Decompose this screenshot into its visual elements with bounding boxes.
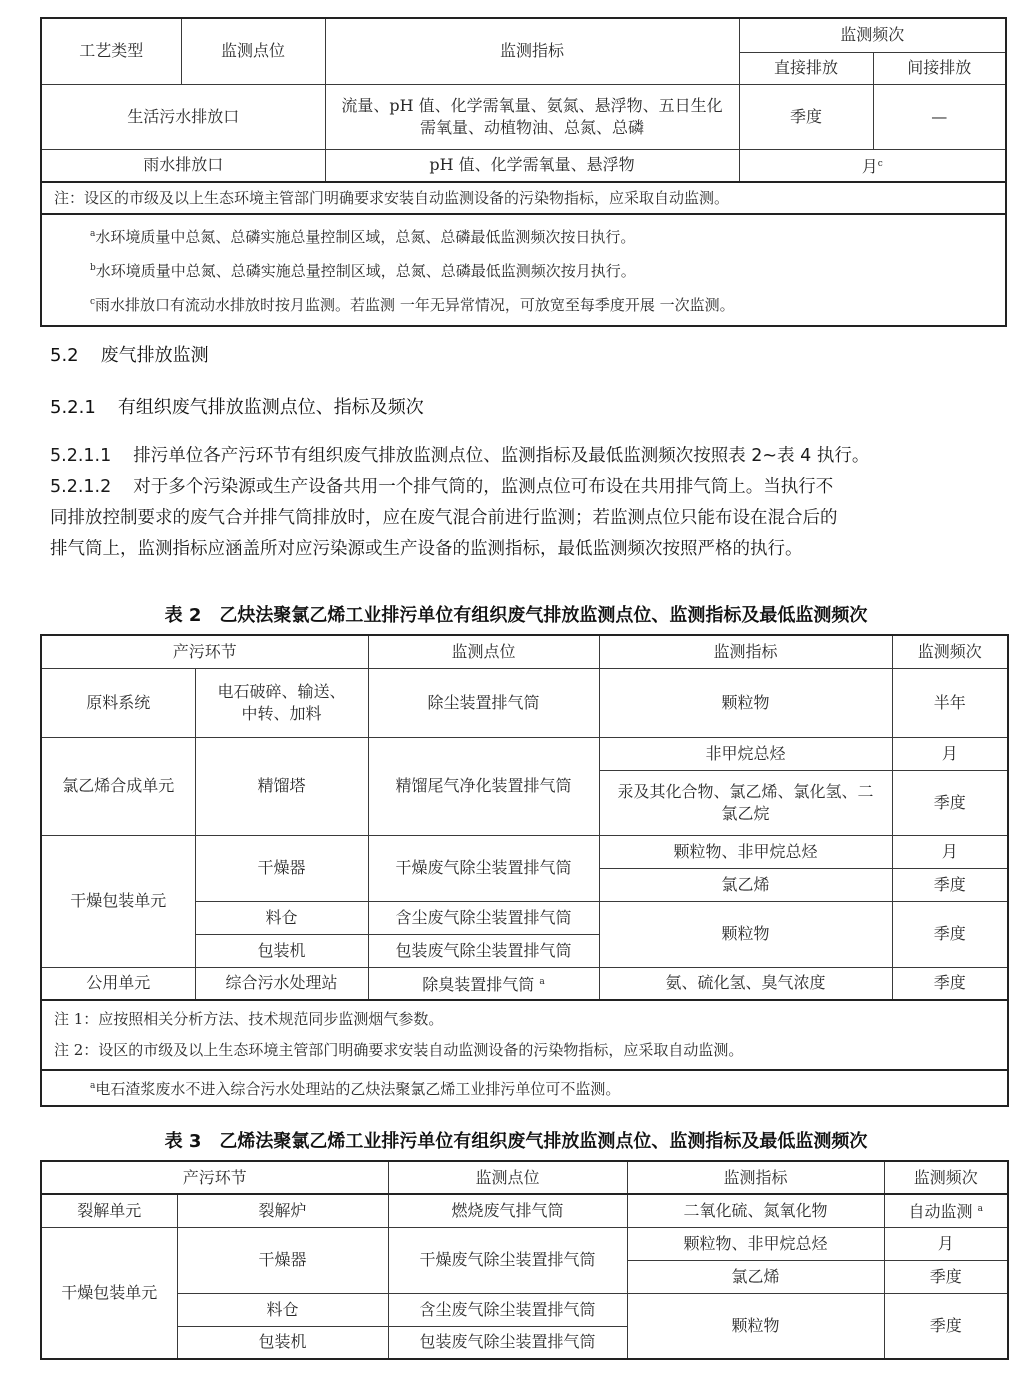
table-2-caption: 表 2 乙炔法聚氯乙烯工业排污单位有组织废气排放监测点位、监测指标及最低监测频次 [164,605,868,626]
header-point: 监测点位 [368,635,599,668]
header-frequency: 监测频次 [884,1161,1008,1194]
table-2 [40,634,1009,1107]
cell-step: 包装机 [195,934,368,967]
cell-step: 料仓 [195,901,368,934]
cell-indicator: 氯乙烯 [599,868,892,901]
cell-frequency: 半年 [892,668,1008,737]
cell-point: 包装废气除尘装置排气筒 [388,1326,627,1359]
table-row [41,668,1008,737]
cell-point: 精馏尾气净化装置排气筒 [368,737,599,835]
cell-point: 燃烧废气排气筒 [388,1194,627,1227]
header-indicator: 监测指标 [599,635,892,668]
cell-step: 裂解炉 [177,1194,388,1227]
header-source: 产污环节 [41,1161,388,1194]
cell-frequency: 季度 [884,1260,1008,1293]
header-direct: 直接排放 [739,52,873,84]
table-row [41,149,1006,182]
cell-unit: 原料系统 [41,668,195,737]
table-row [41,1194,1008,1227]
table-row [41,1227,1008,1260]
cell-point: 含尘废气除尘装置排气筒 [388,1293,627,1326]
cell-frequency: 季度 [884,1293,1008,1359]
cell-step: 料仓 [177,1293,388,1326]
cell-indicator: 颗粒物 [599,901,892,967]
cell-indicator: 流量、pH 值、化学需氧量、氨氮、悬浮物、五日生化需氧量、动植物油、总氮、总磷 [325,84,739,149]
table-3 [40,1160,1009,1360]
header-process-type: 工艺类型 [41,18,181,84]
table-notes [41,1000,1008,1070]
cell-indicator: pH 值、化学需氧量、悬浮物 [325,149,739,182]
cell-frequency: 季度 [892,868,1008,901]
footnote-c: $^c$雨水排放口有流动水排放时按月监测。若监测 一年无异常情况，可放宽至每季度开展 一次监测。 [90,296,735,314]
header-source: 产污环节 [41,635,368,668]
header-indirect: 间接排放 [873,52,1006,84]
section-heading-5-2: 5.2 废气排放监测 [50,345,209,366]
header-indicator: 监测指标 [627,1161,884,1194]
cell-point: 生活污水排放口 [41,84,325,149]
table-footnotes [41,214,1006,326]
header-frequency: 监测频次 [739,18,1006,52]
cell-indicator: 颗粒物 [627,1293,884,1359]
cell-indicator: 颗粒物、非甲烷总烃 [627,1227,884,1260]
paragraph-5-2-1-2: 5.2.1.2 对于多个污染源或生产设备共用一个排气筒的，监测点位可布设在共用排气筒上。当执行不 同排放控制要求的废气合并排气筒排放时，应在废气混合前进行监测；若监测点位只能布设在混合后的 排气筒上，监测指标应涵盖所对应污染源或生产设备的监测指标，最低监测频次按照严格的执行。 [50,477,838,559]
note-1: 注 1：应按照相关分析方法、技术规范同步监测烟气参数。 [54,1010,444,1028]
cell-frequency: 月$^c$ [739,149,1006,182]
cell-frequency: 季度 [892,967,1008,1000]
table-note: 注：设区的市级及以上生态环境主管部门明确要求安装自动监测设备的污染物指标，应采取自动监测。 [41,182,1006,214]
header-indicator: 监测指标 [325,18,739,84]
cell-step: 综合污水处理站 [195,967,368,1000]
cell-unit: 公用单元 [41,967,195,1000]
cell-frequency: 月 [892,835,1008,868]
table-row [41,737,1008,770]
cell-point: 包装废气除尘装置排气筒 [368,934,599,967]
header-monitor-point: 监测点位 [181,18,325,84]
cell-direct: 季度 [739,84,873,149]
header-point: 监测点位 [388,1161,627,1194]
cell-indirect: — [873,84,1006,149]
table-row [41,967,1008,1000]
table-row [41,84,1006,149]
cell-frequency: 季度 [892,901,1008,967]
cell-unit: 氯乙烯合成单元 [41,737,195,835]
table-row [41,835,1008,868]
footnote-a: $^a$电石渣浆废水不进入综合污水处理站的乙炔法聚氯乙烯工业排污单位可不监测。 [41,1070,1008,1106]
cell-step: 干燥器 [177,1227,388,1293]
cell-indicator: 二氧化硫、氮氧化物 [627,1194,884,1227]
cell-indicator: 非甲烷总烃 [599,737,892,770]
section-heading-5-2-1: 5.2.1 有组织废气排放监测点位、指标及频次 [50,397,424,418]
cell-indicator: 氯乙烯 [627,1260,884,1293]
cell-point: 含尘废气除尘装置排气筒 [368,901,599,934]
cell-step: 电石破碎、输送、中转、加料 [195,668,368,737]
cell-frequency: 季度 [892,770,1008,835]
cell-point: 雨水排放口 [41,149,325,182]
cell-indicator: 汞及其化合物、氯乙烯、氯化氢、二氯乙烷 [599,770,892,835]
cell-step: 精馏塔 [195,737,368,835]
cell-frequency: 月 [892,737,1008,770]
note-2: 注 2：设区的市级及以上生态环境主管部门明确要求安装自动监测设备的污染物指标，应采取自动监测。 [54,1041,744,1059]
cell-indicator: 颗粒物、非甲烷总烃 [599,835,892,868]
table-row [41,1293,1008,1326]
cell-frequency: 自动监测 $^a$ [884,1194,1008,1227]
cell-indicator: 颗粒物 [599,668,892,737]
cell-indicator: 氨、硫化氢、臭气浓度 [599,967,892,1000]
cell-point: 干燥废气除尘装置排气筒 [368,835,599,901]
cell-unit: 裂解单元 [41,1194,177,1227]
cell-unit: 干燥包装单元 [41,1227,177,1359]
wastewater-monitoring-table [40,17,1007,327]
paragraph-5-2-1-1: 5.2.1.1 排污单位各产污环节有组织废气排放监测点位、监测指标及最低监测频次按照表 2~表 4 执行。 [50,446,870,466]
cell-point: 除尘装置排气筒 [368,668,599,737]
cell-point: 干燥废气除尘装置排气筒 [388,1227,627,1293]
cell-point: 除臭装置排气筒 $^a$ [368,967,599,1000]
footnote-b: $^b$水环境质量中总氮、总磷实施总量控制区域，总氮、总磷最低监测频次按月执行。 [90,262,636,280]
cell-step: 包装机 [177,1326,388,1359]
cell-unit: 干燥包装单元 [41,835,195,967]
cell-frequency: 月 [884,1227,1008,1260]
footnote-a: $^a$水环境质量中总氮、总磷实施总量控制区域，总氮、总磷最低监测频次按日执行。 [90,228,636,246]
cell-step: 干燥器 [195,835,368,901]
table-3-caption: 表 3 乙烯法聚氯乙烯工业排污单位有组织废气排放监测点位、监测指标及最低监测频次 [164,1131,868,1152]
header-frequency: 监测频次 [892,635,1008,668]
